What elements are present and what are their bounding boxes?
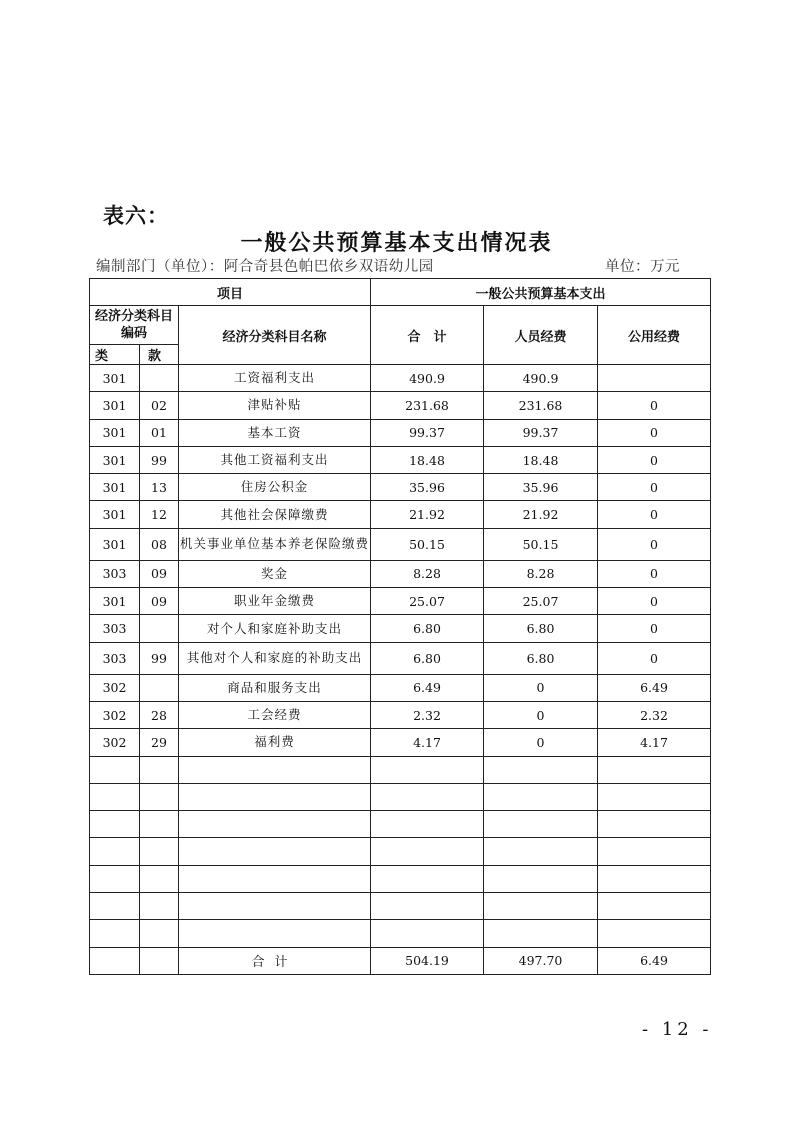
empty-cell [179,920,371,947]
table-row [90,642,711,674]
empty-cell [371,783,484,810]
empty-cell [140,920,179,947]
total-personnel: 497.70 [484,947,598,974]
cell-personnel: 490.9 [484,365,598,392]
cell-personnel: 99.37 [484,419,598,446]
cell-personnel: 6.80 [484,615,598,642]
cell-personnel: 35.96 [484,474,598,501]
cell-public [598,365,711,392]
header-code-group: 经济分类科目编码 [90,306,179,345]
empty-cell [484,920,598,947]
table-label: 表六： [103,204,169,228]
cell-public: 0 [598,642,711,674]
cell-class: 301 [90,365,140,392]
empty-cell [598,838,711,865]
cell-class: 301 [90,392,140,419]
empty-cell [179,756,371,783]
table-row [90,501,711,528]
empty-cell [90,920,140,947]
total-row [90,947,711,974]
empty-cell [140,811,179,838]
header-personnel: 人员经费 [484,306,598,365]
empty-cell [90,756,140,783]
header-name: 经济分类科目名称 [179,306,371,365]
cell-name: 职业年金缴费 [179,588,371,615]
cell-item: 01 [140,419,179,446]
cell-public: 0 [598,392,711,419]
cell-item: 13 [140,474,179,501]
empty-cell [90,783,140,810]
empty-cell [90,865,140,892]
cell-name: 工资福利支出 [179,365,371,392]
header-public: 公用经费 [598,306,711,365]
empty-cell [371,920,484,947]
table-row [90,474,711,501]
empty-cell [598,865,711,892]
empty-cell [140,783,179,810]
cell-class: 301 [90,474,140,501]
cell-name: 对个人和家庭补助支出 [179,615,371,642]
budget-table [89,278,711,975]
cell-class: 301 [90,446,140,473]
empty-row [90,838,711,865]
empty-cell [598,893,711,920]
table-row [90,729,711,756]
empty-cell [140,865,179,892]
header-row-1 [90,279,711,306]
cell-total: 99.37 [371,419,484,446]
cell-total: 25.07 [371,588,484,615]
cell-total: 6.49 [371,674,484,701]
empty-cell [140,893,179,920]
empty-cell [140,756,179,783]
empty-cell [140,947,179,974]
table-row [90,701,711,728]
cell-total: 490.9 [371,365,484,392]
cell-class: 302 [90,729,140,756]
cell-name: 机关事业单位基本养老保险缴费 [179,528,371,560]
empty-cell [484,783,598,810]
empty-cell [371,865,484,892]
page-title: 一般公共预算基本支出情况表 [240,231,553,256]
cell-class: 303 [90,560,140,587]
cell-total: 6.80 [371,615,484,642]
empty-row [90,865,711,892]
cell-public: 0 [598,615,711,642]
cell-item: 12 [140,501,179,528]
cell-item: 99 [140,446,179,473]
department-label: 编制部门（单位）：阿合奇县色帕巴依乡双语幼儿园 [96,259,434,275]
empty-cell [179,865,371,892]
cell-public: 0 [598,501,711,528]
cell-public: 0 [598,419,711,446]
cell-total: 6.80 [371,642,484,674]
empty-cell [598,920,711,947]
cell-total: 50.15 [371,528,484,560]
cell-total: 8.28 [371,560,484,587]
table-row [90,365,711,392]
empty-cell [179,811,371,838]
cell-name: 商品和服务支出 [179,674,371,701]
empty-cell [484,865,598,892]
cell-name: 基本工资 [179,419,371,446]
empty-cell [90,947,140,974]
cell-public: 0 [598,588,711,615]
empty-row [90,756,711,783]
cell-public: 2.32 [598,701,711,728]
empty-cell [371,838,484,865]
cell-total: 2.32 [371,701,484,728]
empty-cell [371,756,484,783]
empty-cell [90,811,140,838]
empty-row [90,783,711,810]
empty-cell [484,756,598,783]
header-total: 合 计 [371,306,484,365]
cell-public: 0 [598,560,711,587]
cell-public: 0 [598,474,711,501]
cell-item: 28 [140,701,179,728]
unit-label: 单位：万元 [605,259,680,275]
cell-public: 4.17 [598,729,711,756]
cell-class: 303 [90,615,140,642]
cell-total: 4.17 [371,729,484,756]
cell-total: 21.92 [371,501,484,528]
cell-item: 02 [140,392,179,419]
cell-personnel: 18.48 [484,446,598,473]
cell-class: 303 [90,642,140,674]
cell-personnel: 0 [484,701,598,728]
cell-public: 0 [598,528,711,560]
empty-cell [598,783,711,810]
cell-personnel: 8.28 [484,560,598,587]
empty-cell [140,838,179,865]
empty-cell [179,838,371,865]
total-amount: 504.19 [371,947,484,974]
empty-cell [371,811,484,838]
cell-class: 302 [90,674,140,701]
table-row [90,674,711,701]
empty-cell [484,811,598,838]
cell-class: 301 [90,588,140,615]
cell-class: 302 [90,701,140,728]
cell-total: 18.48 [371,446,484,473]
cell-item [140,615,179,642]
cell-name: 工会经费 [179,701,371,728]
empty-cell [90,838,140,865]
cell-item: 09 [140,588,179,615]
cell-item: 99 [140,642,179,674]
table-row [90,419,711,446]
header-project: 项目 [90,279,371,306]
cell-public: 6.49 [598,674,711,701]
header-row-2 [90,306,711,345]
table-row [90,446,711,473]
header-class: 类 [90,345,140,365]
cell-name: 其他工资福利支出 [179,446,371,473]
cell-personnel: 231.68 [484,392,598,419]
cell-name: 其他对个人和家庭的补助支出 [179,642,371,674]
table-row [90,588,711,615]
cell-item [140,365,179,392]
header-budget-group: 一般公共预算基本支出 [371,279,711,306]
cell-item: 29 [140,729,179,756]
cell-name: 其他社会保障缴费 [179,501,371,528]
cell-name: 住房公积金 [179,474,371,501]
page-number: - 12 - [642,1019,713,1040]
empty-cell [371,893,484,920]
empty-cell [598,756,711,783]
total-public: 6.49 [598,947,711,974]
empty-row [90,811,711,838]
cell-total: 231.68 [371,392,484,419]
cell-personnel: 50.15 [484,528,598,560]
empty-cell [484,838,598,865]
header-item: 款 [140,345,179,365]
cell-class: 301 [90,419,140,446]
table-row [90,392,711,419]
cell-item: 09 [140,560,179,587]
cell-name: 津贴补贴 [179,392,371,419]
cell-personnel: 21.92 [484,501,598,528]
cell-class: 301 [90,501,140,528]
cell-total: 35.96 [371,474,484,501]
table-row [90,560,711,587]
empty-cell [179,893,371,920]
empty-row [90,893,711,920]
cell-name: 福利费 [179,729,371,756]
table-row [90,528,711,560]
cell-personnel: 0 [484,729,598,756]
total-label: 合计 [179,947,371,974]
empty-cell [598,811,711,838]
cell-item [140,674,179,701]
cell-personnel: 0 [484,674,598,701]
cell-public: 0 [598,446,711,473]
empty-cell [484,893,598,920]
cell-personnel: 6.80 [484,642,598,674]
empty-cell [179,783,371,810]
cell-personnel: 25.07 [484,588,598,615]
empty-row [90,920,711,947]
table-row [90,615,711,642]
cell-item: 08 [140,528,179,560]
empty-cell [90,893,140,920]
cell-name: 奖金 [179,560,371,587]
cell-class: 301 [90,528,140,560]
